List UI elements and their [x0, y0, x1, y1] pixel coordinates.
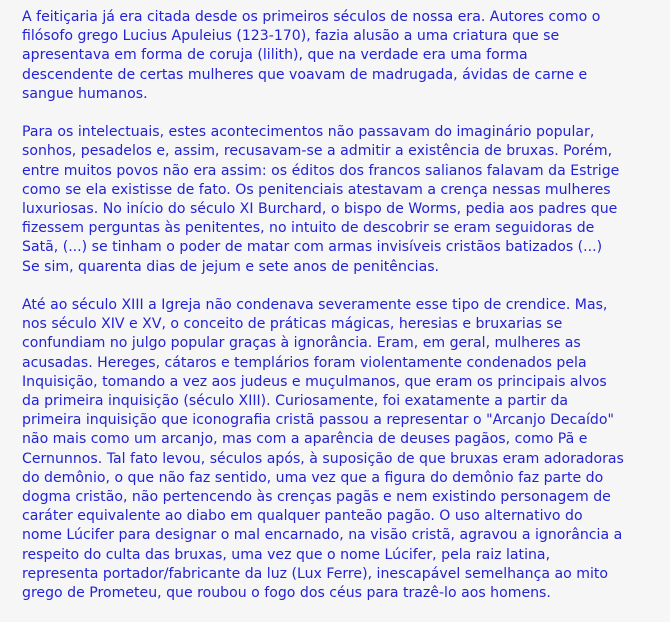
text-line: sangue humanos.	[22, 85, 148, 102]
paragraph-3	[22, 296, 662, 603]
paragraph-2	[22, 123, 662, 277]
text-line: Cernunnos. Tal fato levou, séculos após, à suposição de que bruxas eram adoradoras	[22, 450, 624, 467]
text-line: respeito do culta das bruxas, uma vez que o nome Lúcifer, pela raiz latina,	[22, 546, 551, 563]
text-line: Até ao século XIII a Igreja não condenava severamente esse tipo de crendice. Mas,	[22, 297, 608, 314]
text-line: Para os intelectuais, estes acontecimentos não passavam do imaginário popular,	[22, 124, 595, 141]
text-line: luxuriosas. No início do século XI Burchard, o bispo de Worms, pedia aos padres que	[22, 201, 618, 218]
text-line: como se ela existisse de fato. Os penitenciais atestavam a crença nessas mulheres	[22, 181, 611, 198]
text-line: caráter equivalente ao diabo em qualquer panteão pagão. O uso alternativo do	[22, 508, 583, 525]
text-line: do demônio, o que não faz sentido, uma vez que a figura do demônio faz parte do	[22, 469, 604, 486]
text-line: Inquisição, tomando a vez aos judeus e muçulmanos, que eram os principais alvos	[22, 373, 607, 390]
text-line: nome Lúcifer para designar o mal encarnado, na visão cristã, agravou a ignorância a	[22, 527, 623, 544]
text-line: nos século XIV e XV, o conceito de práticas mágicas, heresias e bruxarias se	[22, 316, 563, 333]
text-line: A feitiçaria já era citada desde os primeiros séculos de nossa era. Autores como o	[22, 9, 601, 25]
text-line: Se sim, quarenta dias de jejum e sete anos de penitências.	[22, 258, 440, 275]
article-body	[22, 8, 662, 622]
text-line: entre muitos povos não era assim: os éditos dos francos salianos falavam da Estrige	[22, 162, 620, 179]
text-line: da primeira inquisição (século XIII). Curiosamente, foi exatamente a partir da	[22, 393, 569, 410]
text-line: acusadas. Hereges, cátaros e templários foram violentamente condenados pela	[22, 354, 587, 371]
text-line: não mais como um arcanjo, mas com a aparência de deuses pagãos, como Pã e	[22, 431, 588, 448]
text-line: fizessem perguntas às penitentes, no intuito de descobrir se eram seguidoras de	[22, 220, 595, 237]
text-line: dogma cristão, não pertencendo às crenças pagãs e nem existindo personagem de	[22, 489, 611, 506]
text-line: sonhos, pesadelos e, assim, recusavam-se a admitir a existência de bruxas. Porém,	[22, 143, 613, 160]
text-line: representa portador/fabricante da luz (Lux Ferre), inescapável semelhança ao mito	[22, 565, 609, 582]
text-line: confundiam no julgo popular graças à ignorância. Eram, em geral, mulheres as	[22, 335, 581, 352]
paragraph-1	[22, 8, 662, 104]
text-line: Satã, (...) se tinham o poder de matar com armas invisíveis cristãos batizados (...)	[22, 239, 603, 256]
text-line: primeira inquisição que iconografia cristã passou a representar o "Arcanjo Decaído"	[22, 412, 614, 429]
text-line: apresentava em forma de coruja (lilith), que na verdade era uma forma	[22, 47, 528, 64]
text-line: descendente de certas mulheres que voavam de madrugada, ávidas de carne e	[22, 66, 588, 83]
text-line: filósofo grego Lucius Apuleius (123-170), fazia alusão a uma criatura que se	[22, 28, 560, 45]
text-line: grego de Prometeu, que roubou o fogo dos céus para trazê-lo aos homens.	[22, 585, 551, 602]
